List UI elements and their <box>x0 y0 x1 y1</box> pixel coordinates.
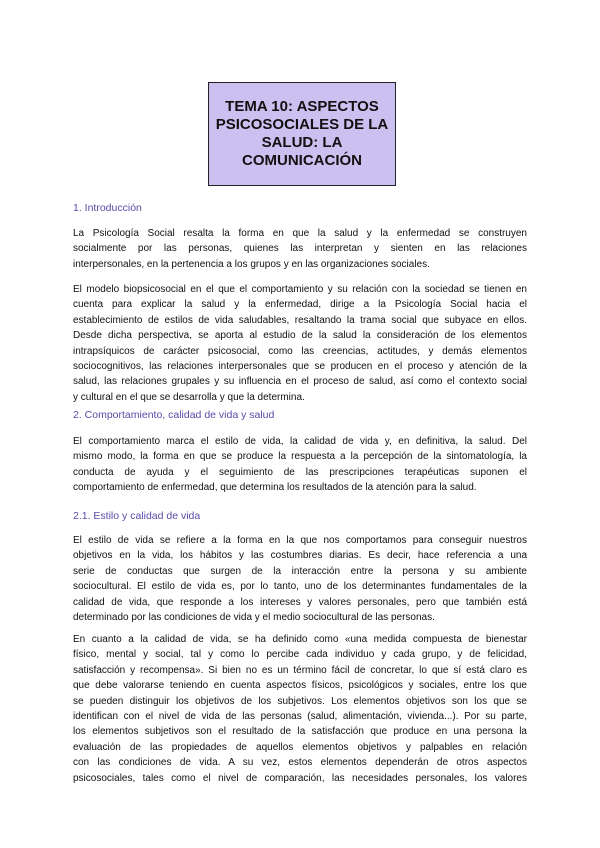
text-line: comportamiento de enfermedad, que determina los resultados de la atención para la salud. <box>73 482 477 494</box>
text-line: determinado por las condiciones de vida y el medio sociocultural de las personas. <box>73 611 435 623</box>
title-box <box>208 82 396 186</box>
text-line: El modelo biopsicosocial en el que el comportamiento y su relación con la sociedad se tienen en <box>73 284 527 295</box>
text-line: sociocultural. El estilo de vida es, por lo tanto, uno de los determinantes fundamentales de la <box>73 581 527 593</box>
text-line: En cuanto a la calidad de vida, se ha definido como «una medida compuesta de bienestar <box>73 634 527 645</box>
text-line: calidad de vida, que responde a los intereses y valores personales, pero que también está <box>73 596 527 608</box>
title-line: SALUD: LA <box>261 134 343 151</box>
section-heading-estilo-calidad: 2.1. Estilo y calidad de vida <box>73 510 201 522</box>
text-line: conducta de ayuda y el seguimiento de las prescripciones terapéuticas suponen el <box>73 466 527 478</box>
text-line: salud, las relaciones grupales y su influencia en el proceso de salud, así como el contexto social <box>73 376 527 388</box>
text-line: y cultural en el que se desarrolla y que la determina. <box>73 391 305 403</box>
text-line: El estilo de vida se refiere a la forma en la que nos comportamos para conseguir nuestros <box>73 535 527 546</box>
title-line: COMUNICACIÓN <box>242 152 362 169</box>
paragraph <box>73 533 527 625</box>
section-heading-comportamiento: 2. Comportamiento, calidad de vida y salud <box>73 409 275 421</box>
text-line: psicosociales, tales como el nivel de comparación, las necesidades personales, los valores <box>73 772 527 784</box>
text-line: socialmente por las personas, quienes las interpretan y sienten en las relaciones <box>73 243 527 255</box>
text-line: La Psicología Social resalta la forma en que la salud y la enfermedad se construyen <box>73 228 527 239</box>
text-line: satisfacción y recompensa». Si bien no es un término fácil de concretar, lo que sí está claro es <box>73 664 527 676</box>
paragraph <box>73 282 527 405</box>
text-line: que debe valorarse teniendo en cuenta aspectos físicos, psicológicos y sociales, entre los que <box>73 680 527 692</box>
text-line: físico, mental y social, tal y como lo percibe cada individuo y cada grupo, y de felicidad, <box>73 649 527 661</box>
text-line: cuenta para explicar la salud y la enfermedad, dirige a la Psicología Social hacia el <box>73 299 527 311</box>
text-line: El comportamiento marca el estilo de vida, la calidad de vida y, en definitiva, la salud. Del <box>73 436 527 447</box>
text-line: evaluación de las propiedades de aquellos elementos objetivos y palpables en relación <box>73 741 527 753</box>
text-line: interpersonales, en la pertenencia a los grupos y en las organizaciones sociales. <box>73 258 430 270</box>
text-line: con las condiciones de vida. A su vez, estos elementos dependerán de otros aspectos <box>73 757 527 769</box>
section-heading-introduccion: 1. Introducción <box>73 202 142 214</box>
paragraph <box>73 226 527 272</box>
text-line: mismo modo, la forma en que se produce la respuesta a la percepción de la sintomatología, la <box>73 451 527 463</box>
title-line: TEMA 10: ASPECTOS <box>225 98 379 115</box>
text-line: establecimiento de estilos de vida saludables, resaltando la trama social que subyace en ellos. <box>73 314 527 326</box>
text-line: se pueden distinguir los objetivos de los subjetivos. Los elementos objetivos son los que se <box>73 695 527 707</box>
title-line: PSICOSOCIALES DE LA <box>215 116 389 133</box>
text-line: intrapsíquicos de carácter psicosocial, como las creencias, actitudes, y demás elementos <box>73 345 527 357</box>
text-line: los elementos subjetivos son el resultado de la satisfacción que produce en una persona la <box>73 726 527 738</box>
text-line: serie de conductas que surgen de la interacción entre la persona y su ambiente <box>73 565 527 577</box>
text-line: objetivos en la vida, los hábitos y las costumbres diarias. Es decir, hace referencia a una <box>73 550 527 562</box>
text-line: identifican con el nivel de vida de las personas (salud, alimentación, vivienda...). Por su parte, <box>73 710 527 722</box>
paragraph <box>73 632 527 786</box>
text-line: Desde dicha perspectiva, se aporta al estudio de la salud la consideración de los elementos <box>73 330 527 342</box>
text-line: sociocognitivos, las relaciones interpersonales que se producen en el proceso y atención de la <box>73 360 527 372</box>
paragraph <box>73 434 527 496</box>
